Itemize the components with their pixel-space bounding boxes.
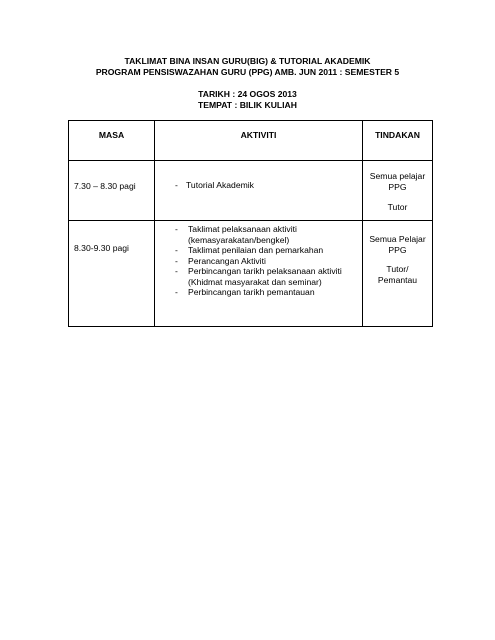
activity-text: (Khidmat masyarakat dan seminar) bbox=[188, 276, 322, 287]
tindakan-text: Semua Pelajar bbox=[369, 234, 426, 244]
column-header-tindakan: TINDAKAN bbox=[363, 121, 433, 161]
schedule-table bbox=[68, 120, 433, 327]
activity-cell bbox=[155, 221, 363, 327]
activity-text: Taklimat penilaian dan pemarkahan bbox=[188, 245, 324, 255]
venue-line: TEMPAT : BILIK KULIAH bbox=[198, 100, 297, 110]
table-row bbox=[69, 221, 433, 327]
activity-text: Perbincangan tarikh pelaksanaan aktiviti bbox=[188, 266, 342, 276]
activity-item bbox=[175, 287, 362, 298]
activity-bullet: - bbox=[175, 255, 178, 266]
document-title-line-1: TAKLIMAT BINA INSAN GURU(BIG) & TUTORIAL AKADEMIK bbox=[124, 56, 371, 66]
activity-cell bbox=[155, 161, 363, 221]
activity-text: Tutorial Akademik bbox=[186, 180, 254, 190]
column-header-aktiviti: AKTIVITI bbox=[155, 121, 363, 161]
activity-bullet: - bbox=[175, 180, 178, 190]
masa-cell: 7.30 – 8.30 pagi bbox=[69, 161, 155, 221]
activity-item bbox=[175, 235, 362, 246]
table-header-row bbox=[69, 121, 433, 161]
tindakan-text: Pemantau bbox=[377, 274, 418, 285]
activity-bullet: - bbox=[175, 224, 178, 234]
activity-item bbox=[175, 277, 362, 288]
activity-bullet: - bbox=[175, 245, 178, 255]
date-line: TARIKH : 24 OGOS 2013 bbox=[198, 89, 297, 99]
tindakan-text: Semua pelajar bbox=[369, 171, 426, 181]
activity-bullet: - bbox=[175, 266, 178, 276]
activity-bullet bbox=[175, 235, 188, 246]
column-header-masa: MASA bbox=[69, 121, 155, 161]
activity-text: (kemasyarakatan/bengkel) bbox=[188, 234, 290, 245]
activity-item bbox=[175, 180, 362, 191]
tindakan-text: PPG bbox=[388, 244, 407, 255]
tindakan-cell bbox=[363, 161, 433, 221]
activity-item bbox=[175, 266, 362, 277]
tindakan-text: Tutor/ bbox=[386, 264, 409, 274]
activity-bullet bbox=[175, 277, 188, 288]
activity-item bbox=[175, 224, 362, 235]
table-row bbox=[69, 161, 433, 221]
document-title-line-2: PROGRAM PENSISWAZAHAN GURU (PPG) AMB. JUN 2011 : SEMESTER 5 bbox=[95, 67, 400, 77]
activity-text: Perancangan Aktiviti bbox=[188, 255, 266, 266]
activity-text: Taklimat pelaksanaan aktiviti bbox=[188, 224, 297, 234]
tindakan-cell bbox=[363, 221, 433, 327]
activity-item bbox=[175, 256, 362, 267]
tindakan-text: Tutor bbox=[387, 202, 408, 212]
activity-bullet: - bbox=[175, 287, 178, 297]
tindakan-text: PPG bbox=[388, 181, 407, 192]
activity-item bbox=[175, 245, 362, 256]
activity-text: Perbincangan tarikh pemantauan bbox=[188, 287, 315, 297]
masa-cell: 8.30-9.30 pagi bbox=[69, 221, 155, 327]
